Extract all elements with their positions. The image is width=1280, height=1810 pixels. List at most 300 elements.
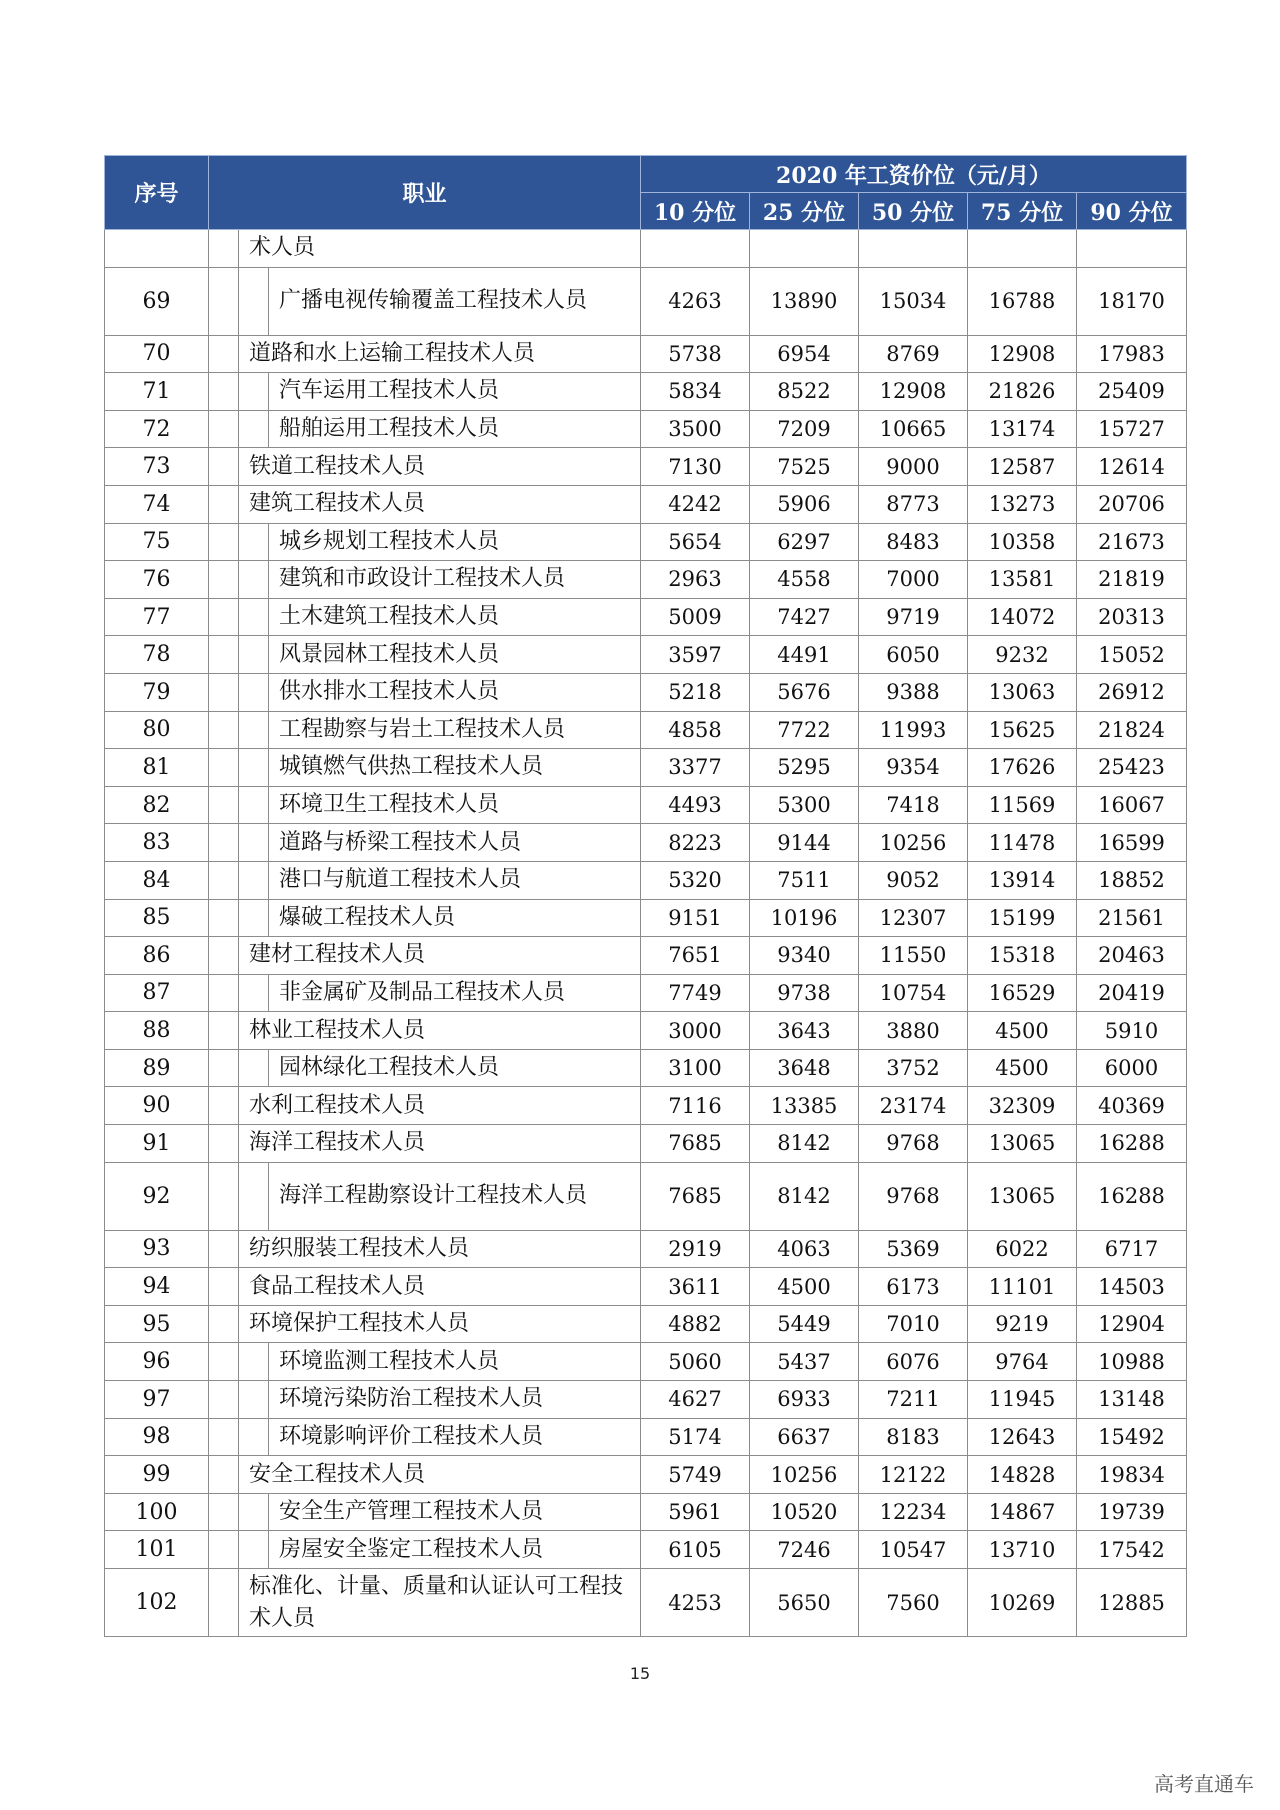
row-value-p25: 7427 xyxy=(750,598,859,636)
indent-cell xyxy=(239,1531,269,1569)
row-seq: 99 xyxy=(105,1456,209,1494)
row-value-p75: 12587 xyxy=(968,448,1077,486)
row-seq: 69 xyxy=(105,267,209,335)
indent-cell xyxy=(209,749,239,787)
header-occupation: 职业 xyxy=(209,156,641,230)
row-value-p90: 6717 xyxy=(1077,1230,1187,1268)
row-value-p50: 10547 xyxy=(859,1531,968,1569)
row-value-p25: 8142 xyxy=(750,1162,859,1230)
row-value-p25: 9340 xyxy=(750,937,859,975)
row-value-p10: 2919 xyxy=(641,1230,750,1268)
row-value-p25: 13385 xyxy=(750,1087,859,1125)
table-row xyxy=(105,937,1187,975)
table-row xyxy=(105,974,1187,1012)
indent-cell xyxy=(209,861,239,899)
table-row xyxy=(105,1268,1187,1306)
row-value-p75: 11945 xyxy=(968,1381,1077,1419)
row-value-p90: 15492 xyxy=(1077,1418,1187,1456)
row-value-p75: 12643 xyxy=(968,1418,1077,1456)
row-seq: 86 xyxy=(105,937,209,975)
row-seq: 89 xyxy=(105,1049,209,1087)
row-value-p90: 12614 xyxy=(1077,448,1187,486)
row-value-p50: 9768 xyxy=(859,1125,968,1163)
row-value-p75: 13273 xyxy=(968,485,1077,523)
indent-cell xyxy=(209,1162,239,1230)
indent-cell xyxy=(209,598,239,636)
row-value-p50: 12234 xyxy=(859,1493,968,1531)
row-value-p25: 10196 xyxy=(750,899,859,937)
row-value-p50: 10665 xyxy=(859,410,968,448)
row-value-p50: 3880 xyxy=(859,1012,968,1050)
indent-cell xyxy=(239,636,269,674)
row-value-p75: 9232 xyxy=(968,636,1077,674)
indent-cell xyxy=(239,673,269,711)
indent-cell xyxy=(239,749,269,787)
row-value-p50: 12122 xyxy=(859,1456,968,1494)
row-value-p25: 7722 xyxy=(750,711,859,749)
indent-cell xyxy=(239,711,269,749)
indent-cell xyxy=(209,974,239,1012)
row-value-p10: 4242 xyxy=(641,485,750,523)
indent-cell xyxy=(209,230,239,268)
row-value-p50: 10754 xyxy=(859,974,968,1012)
indent-cell xyxy=(239,1418,269,1456)
indent-cell xyxy=(239,824,269,862)
row-occupation: 水利工程技术人员 xyxy=(239,1087,641,1125)
row-value-p75: 11569 xyxy=(968,786,1077,824)
row-value-p25: 3648 xyxy=(750,1049,859,1087)
row-seq: 74 xyxy=(105,485,209,523)
row-value-p10: 7130 xyxy=(641,448,750,486)
row-value-p10: 5009 xyxy=(641,598,750,636)
row-value-p75: 11478 xyxy=(968,824,1077,862)
indent-cell xyxy=(209,899,239,937)
row-value-p50: 5369 xyxy=(859,1230,968,1268)
indent-cell xyxy=(209,1343,239,1381)
row-seq: 102 xyxy=(105,1569,209,1637)
row-value-p10: 5060 xyxy=(641,1343,750,1381)
row-value-p90: 18852 xyxy=(1077,861,1187,899)
row-seq: 96 xyxy=(105,1343,209,1381)
row-value-p10: 7685 xyxy=(641,1125,750,1163)
row-seq: 85 xyxy=(105,899,209,937)
indent-cell xyxy=(239,861,269,899)
row-value-p50: 8183 xyxy=(859,1418,968,1456)
table-row xyxy=(105,749,1187,787)
indent-cell xyxy=(239,1493,269,1531)
row-value-p50: 11993 xyxy=(859,711,968,749)
row-value-p25: 13890 xyxy=(750,267,859,335)
row-value-p10: 7651 xyxy=(641,937,750,975)
indent-cell xyxy=(209,786,239,824)
row-value-p75: 12908 xyxy=(968,335,1077,373)
indent-cell xyxy=(209,410,239,448)
table-row xyxy=(105,1493,1187,1531)
row-occupation: 纺织服装工程技术人员 xyxy=(239,1230,641,1268)
row-value-p10: 5654 xyxy=(641,523,750,561)
page-number: 15 xyxy=(629,1664,651,1683)
header-p50: 50 分位 xyxy=(859,193,968,230)
row-value-p25: 6637 xyxy=(750,1418,859,1456)
row-value-p75: 14072 xyxy=(968,598,1077,636)
indent-cell xyxy=(209,1493,239,1531)
row-value-p50: 11550 xyxy=(859,937,968,975)
row-value-p50: 7010 xyxy=(859,1305,968,1343)
table-row xyxy=(105,1049,1187,1087)
row-value-p25: 7511 xyxy=(750,861,859,899)
row-value-p10: 7116 xyxy=(641,1087,750,1125)
row-value-p50: 9052 xyxy=(859,861,968,899)
row-seq: 83 xyxy=(105,824,209,862)
row-value-p10 xyxy=(641,230,750,268)
row-value-p90: 17542 xyxy=(1077,1531,1187,1569)
row-value-p25: 8522 xyxy=(750,373,859,411)
indent-cell xyxy=(239,1049,269,1087)
header-p90: 90 分位 xyxy=(1077,193,1187,230)
row-occupation: 房屋安全鉴定工程技术人员 xyxy=(269,1531,641,1569)
row-value-p25: 5295 xyxy=(750,749,859,787)
header-seq: 序号 xyxy=(105,156,209,230)
table-row xyxy=(105,598,1187,636)
row-value-p25: 7246 xyxy=(750,1531,859,1569)
row-value-p10: 3611 xyxy=(641,1268,750,1306)
indent-cell xyxy=(209,1381,239,1419)
indent-cell xyxy=(209,1125,239,1163)
row-seq: 79 xyxy=(105,673,209,711)
row-value-p25: 10520 xyxy=(750,1493,859,1531)
table-body xyxy=(105,230,1187,1637)
table-row xyxy=(105,1381,1187,1419)
row-value-p10: 4627 xyxy=(641,1381,750,1419)
row-value-p75: 15625 xyxy=(968,711,1077,749)
row-value-p10: 4263 xyxy=(641,267,750,335)
row-value-p75: 14828 xyxy=(968,1456,1077,1494)
row-value-p25: 5650 xyxy=(750,1569,859,1637)
row-value-p10: 5174 xyxy=(641,1418,750,1456)
row-value-p10: 3500 xyxy=(641,410,750,448)
table-row xyxy=(105,410,1187,448)
row-value-p10: 5218 xyxy=(641,673,750,711)
indent-cell xyxy=(209,448,239,486)
row-value-p25: 4491 xyxy=(750,636,859,674)
row-value-p50: 23174 xyxy=(859,1087,968,1125)
row-value-p90: 12904 xyxy=(1077,1305,1187,1343)
row-seq: 70 xyxy=(105,335,209,373)
indent-cell xyxy=(239,598,269,636)
row-value-p25: 7525 xyxy=(750,448,859,486)
indent-cell xyxy=(209,373,239,411)
row-value-p25 xyxy=(750,230,859,268)
row-value-p50: 10256 xyxy=(859,824,968,862)
row-value-p10: 8223 xyxy=(641,824,750,862)
row-occupation: 铁道工程技术人员 xyxy=(239,448,641,486)
row-value-p75: 32309 xyxy=(968,1087,1077,1125)
row-value-p75: 15199 xyxy=(968,899,1077,937)
indent-cell xyxy=(209,1305,239,1343)
row-value-p10: 9151 xyxy=(641,899,750,937)
salary-table xyxy=(104,155,1187,1637)
row-value-p25: 9738 xyxy=(750,974,859,1012)
indent-cell xyxy=(209,561,239,599)
row-seq: 76 xyxy=(105,561,209,599)
row-occupation: 汽车运用工程技术人员 xyxy=(269,373,641,411)
row-value-p50: 7560 xyxy=(859,1569,968,1637)
row-value-p50: 7000 xyxy=(859,561,968,599)
row-seq: 82 xyxy=(105,786,209,824)
row-value-p75: 13065 xyxy=(968,1125,1077,1163)
row-value-p90: 6000 xyxy=(1077,1049,1187,1087)
row-value-p90: 16288 xyxy=(1077,1125,1187,1163)
row-seq: 81 xyxy=(105,749,209,787)
table-row xyxy=(105,1343,1187,1381)
indent-cell xyxy=(239,974,269,1012)
row-occupation: 安全生产管理工程技术人员 xyxy=(269,1493,641,1531)
row-occupation: 爆破工程技术人员 xyxy=(269,899,641,937)
row-value-p75: 21826 xyxy=(968,373,1077,411)
row-value-p50: 6076 xyxy=(859,1343,968,1381)
row-value-p75: 16529 xyxy=(968,974,1077,1012)
row-seq: 101 xyxy=(105,1531,209,1569)
row-value-p90: 21824 xyxy=(1077,711,1187,749)
row-value-p50: 6173 xyxy=(859,1268,968,1306)
row-value-p50: 9000 xyxy=(859,448,968,486)
table-row xyxy=(105,824,1187,862)
row-value-p75: 13174 xyxy=(968,410,1077,448)
table-row xyxy=(105,1418,1187,1456)
row-value-p25: 5300 xyxy=(750,786,859,824)
row-value-p10: 5834 xyxy=(641,373,750,411)
row-seq: 77 xyxy=(105,598,209,636)
row-value-p90 xyxy=(1077,230,1187,268)
row-value-p25: 6933 xyxy=(750,1381,859,1419)
row-value-p90: 21819 xyxy=(1077,561,1187,599)
row-value-p90: 16288 xyxy=(1077,1162,1187,1230)
row-value-p90: 21561 xyxy=(1077,899,1187,937)
indent-cell xyxy=(209,673,239,711)
row-value-p75: 9764 xyxy=(968,1343,1077,1381)
row-value-p10: 5738 xyxy=(641,335,750,373)
row-seq xyxy=(105,230,209,268)
row-value-p10: 7749 xyxy=(641,974,750,1012)
row-value-p25: 3643 xyxy=(750,1012,859,1050)
row-value-p10: 4858 xyxy=(641,711,750,749)
row-value-p25: 8142 xyxy=(750,1125,859,1163)
row-value-p25: 5449 xyxy=(750,1305,859,1343)
row-value-p25: 4063 xyxy=(750,1230,859,1268)
row-value-p90: 19739 xyxy=(1077,1493,1187,1531)
row-value-p75: 6022 xyxy=(968,1230,1077,1268)
watermark: 高考直通车 xyxy=(1154,1772,1254,1796)
indent-cell xyxy=(209,1012,239,1050)
indent-cell xyxy=(239,523,269,561)
row-seq: 90 xyxy=(105,1087,209,1125)
row-occupation: 道路与桥梁工程技术人员 xyxy=(269,824,641,862)
row-value-p75: 13063 xyxy=(968,673,1077,711)
row-value-p90: 12885 xyxy=(1077,1569,1187,1637)
row-value-p90: 5910 xyxy=(1077,1012,1187,1050)
row-value-p50: 7211 xyxy=(859,1381,968,1419)
indent-cell xyxy=(239,373,269,411)
row-value-p10: 4493 xyxy=(641,786,750,824)
indent-cell xyxy=(239,561,269,599)
indent-cell xyxy=(209,485,239,523)
indent-cell xyxy=(239,899,269,937)
table-row xyxy=(105,673,1187,711)
indent-cell xyxy=(239,1381,269,1419)
table-row xyxy=(105,711,1187,749)
row-occupation: 环境监测工程技术人员 xyxy=(269,1343,641,1381)
row-occupation: 城镇燃气供热工程技术人员 xyxy=(269,749,641,787)
row-occupation: 土木建筑工程技术人员 xyxy=(269,598,641,636)
row-value-p90: 20463 xyxy=(1077,937,1187,975)
indent-cell xyxy=(209,335,239,373)
row-value-p90: 16599 xyxy=(1077,824,1187,862)
table-row xyxy=(105,1569,1187,1637)
row-value-p10: 5320 xyxy=(641,861,750,899)
row-value-p25: 5676 xyxy=(750,673,859,711)
row-occupation: 环境影响评价工程技术人员 xyxy=(269,1418,641,1456)
row-value-p50: 6050 xyxy=(859,636,968,674)
row-value-p10: 3000 xyxy=(641,1012,750,1050)
row-occupation: 环境污染防治工程技术人员 xyxy=(269,1381,641,1419)
row-value-p50: 7418 xyxy=(859,786,968,824)
row-seq: 91 xyxy=(105,1125,209,1163)
row-value-p90: 17983 xyxy=(1077,335,1187,373)
row-seq: 93 xyxy=(105,1230,209,1268)
row-seq: 94 xyxy=(105,1268,209,1306)
indent-cell xyxy=(209,1456,239,1494)
row-occupation: 园林绿化工程技术人员 xyxy=(269,1049,641,1087)
row-value-p90: 25423 xyxy=(1077,749,1187,787)
row-value-p25: 5906 xyxy=(750,485,859,523)
row-value-p25: 6297 xyxy=(750,523,859,561)
row-value-p50: 15034 xyxy=(859,267,968,335)
row-occupation: 城乡规划工程技术人员 xyxy=(269,523,641,561)
indent-cell xyxy=(209,711,239,749)
row-value-p50 xyxy=(859,230,968,268)
row-seq: 98 xyxy=(105,1418,209,1456)
indent-cell xyxy=(209,1230,239,1268)
indent-cell xyxy=(209,1087,239,1125)
row-value-p50: 9719 xyxy=(859,598,968,636)
row-value-p75: 14867 xyxy=(968,1493,1077,1531)
row-value-p10: 6105 xyxy=(641,1531,750,1569)
row-value-p90: 13148 xyxy=(1077,1381,1187,1419)
row-seq: 100 xyxy=(105,1493,209,1531)
table-row xyxy=(105,373,1187,411)
table-row xyxy=(105,561,1187,599)
row-value-p50: 9388 xyxy=(859,673,968,711)
row-value-p75: 13065 xyxy=(968,1162,1077,1230)
row-seq: 95 xyxy=(105,1305,209,1343)
row-seq: 88 xyxy=(105,1012,209,1050)
row-value-p10: 4882 xyxy=(641,1305,750,1343)
row-value-p50: 9354 xyxy=(859,749,968,787)
row-value-p75: 16788 xyxy=(968,267,1077,335)
table-row xyxy=(105,335,1187,373)
row-occupation: 非金属矿及制品工程技术人员 xyxy=(269,974,641,1012)
row-value-p10: 2963 xyxy=(641,561,750,599)
row-occupation: 供水排水工程技术人员 xyxy=(269,673,641,711)
row-occupation: 工程勘察与岩土工程技术人员 xyxy=(269,711,641,749)
row-occupation: 建筑和市政设计工程技术人员 xyxy=(269,561,641,599)
row-seq: 71 xyxy=(105,373,209,411)
row-value-p25: 5437 xyxy=(750,1343,859,1381)
row-seq: 84 xyxy=(105,861,209,899)
row-value-p10: 7685 xyxy=(641,1162,750,1230)
row-value-p50: 8483 xyxy=(859,523,968,561)
indent-cell xyxy=(239,267,269,335)
row-seq: 73 xyxy=(105,448,209,486)
row-occupation: 道路和水上运输工程技术人员 xyxy=(239,335,641,373)
row-value-p10: 3100 xyxy=(641,1049,750,1087)
indent-cell xyxy=(209,1569,239,1637)
header-p75: 75 分位 xyxy=(968,193,1077,230)
row-value-p25: 6954 xyxy=(750,335,859,373)
table-row xyxy=(105,1305,1187,1343)
row-value-p90: 20419 xyxy=(1077,974,1187,1012)
row-value-p75: 13914 xyxy=(968,861,1077,899)
row-value-p10: 3377 xyxy=(641,749,750,787)
indent-cell xyxy=(209,1418,239,1456)
row-value-p90: 15052 xyxy=(1077,636,1187,674)
row-value-p90: 10988 xyxy=(1077,1343,1187,1381)
table-row xyxy=(105,1087,1187,1125)
indent-cell xyxy=(209,1531,239,1569)
row-occupation: 建材工程技术人员 xyxy=(239,937,641,975)
indent-cell xyxy=(239,1343,269,1381)
indent-cell xyxy=(209,1049,239,1087)
row-value-p25: 4500 xyxy=(750,1268,859,1306)
row-value-p25: 9144 xyxy=(750,824,859,862)
row-occupation: 港口与航道工程技术人员 xyxy=(269,861,641,899)
indent-cell xyxy=(209,824,239,862)
table-row xyxy=(105,448,1187,486)
table-row xyxy=(105,1531,1187,1569)
header-p25: 25 分位 xyxy=(750,193,859,230)
row-value-p75: 17626 xyxy=(968,749,1077,787)
table-row xyxy=(105,267,1187,335)
row-occupation: 广播电视传输覆盖工程技术人员 xyxy=(269,267,641,335)
row-value-p75: 9219 xyxy=(968,1305,1077,1343)
table-row xyxy=(105,1125,1187,1163)
row-value-p75: 13710 xyxy=(968,1531,1077,1569)
row-occupation: 术人员 xyxy=(239,230,641,268)
table-row xyxy=(105,230,1187,268)
row-value-p90: 20313 xyxy=(1077,598,1187,636)
indent-cell xyxy=(239,786,269,824)
indent-cell xyxy=(209,523,239,561)
row-value-p10: 5749 xyxy=(641,1456,750,1494)
table-row xyxy=(105,1012,1187,1050)
indent-cell xyxy=(209,937,239,975)
row-value-p90: 18170 xyxy=(1077,267,1187,335)
row-value-p50: 8773 xyxy=(859,485,968,523)
row-value-p90: 26912 xyxy=(1077,673,1187,711)
indent-cell xyxy=(209,267,239,335)
row-seq: 97 xyxy=(105,1381,209,1419)
header-group-title: 2020 年工资价位（元/月） xyxy=(641,156,1187,193)
indent-cell xyxy=(239,1162,269,1230)
row-occupation: 建筑工程技术人员 xyxy=(239,485,641,523)
table-row xyxy=(105,1230,1187,1268)
indent-cell xyxy=(239,410,269,448)
row-seq: 92 xyxy=(105,1162,209,1230)
row-value-p90: 15727 xyxy=(1077,410,1187,448)
row-occupation: 食品工程技术人员 xyxy=(239,1268,641,1306)
row-value-p90: 16067 xyxy=(1077,786,1187,824)
table-row xyxy=(105,786,1187,824)
